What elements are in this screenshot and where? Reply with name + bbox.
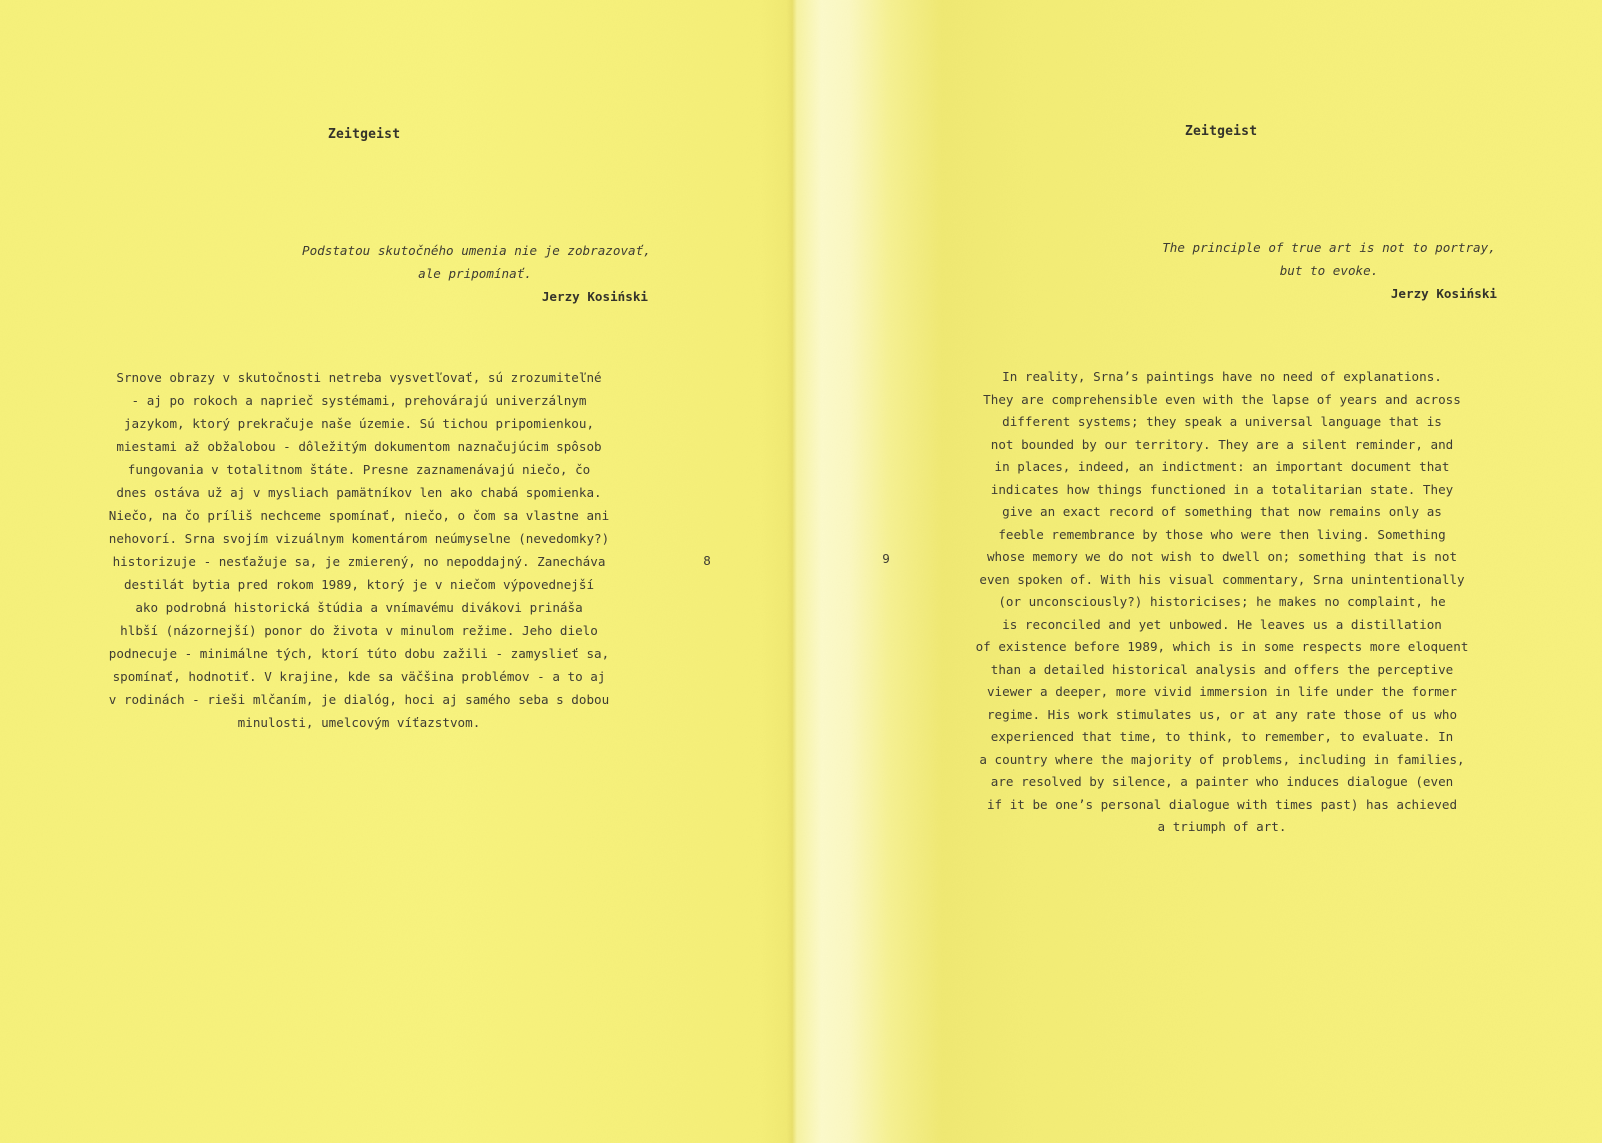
text-line: viewer a deeper, more vivid immersion in life under the former xyxy=(986,684,1458,699)
text-line: ale pripomínať. xyxy=(418,266,532,281)
text-line: not bounded by our territory. They are a silent reminder, and xyxy=(990,436,1454,452)
text-line: spomínať, hodnotiť. V krajine, kde sa väčšina problémov - a to aj xyxy=(112,669,606,684)
text-line: - aj po rokoch a naprieč systémami, prehovárajú univerzálnym xyxy=(131,393,587,408)
page-right xyxy=(793,0,1602,1143)
page-number-right: 9 xyxy=(882,551,890,566)
epigraph-attribution-right: Jerzy Kosiński xyxy=(1390,286,1497,301)
text-line: Srnove obrazy v skutočnosti netreba vysvetľovať, sú zrozumiteľné xyxy=(116,370,602,385)
text-line: whose memory we do not wish to dwell on; something that is not xyxy=(986,549,1458,564)
epigraph-left xyxy=(302,239,651,308)
text-line: fungovania v totalitnom štáte. Presne zaznamenávajú niečo, čo xyxy=(127,462,591,477)
text-line: dnes ostáva už aj v mysliach pamätníkov len ako chabá spomienka. xyxy=(116,485,602,500)
epigraph-quote-right xyxy=(1161,236,1497,282)
text-line: In reality, Srna’s paintings have no need of explanations. xyxy=(1002,369,1442,384)
text-line: They are comprehensible even with the lapse of years and across xyxy=(983,391,1461,407)
text-line: experienced that time, to think, to remember, to evaluate. In xyxy=(990,729,1454,744)
text-line: minulosti, umelcovým víťazstvom. xyxy=(237,715,481,730)
text-line: in places, indeed, an indictment: an important document that xyxy=(994,459,1450,474)
text-line: historizuje - nesťažuje sa, je zmierený, no nepoddajný. Zanecháva xyxy=(112,554,606,569)
running-head-left: Zeitgeist xyxy=(328,127,401,142)
text-line: are resolved by silence, a painter who induces dialogue (even xyxy=(990,774,1454,789)
text-line: (or unconsciously?) historicises; he makes no complaint, he xyxy=(998,594,1446,609)
text-line: destilát bytia pred rokom 1989, ktorý je v niečom výpovednejší xyxy=(123,577,595,592)
page-left xyxy=(0,0,793,1143)
text-line: The principle of true art is not to portray, xyxy=(1162,240,1496,255)
text-line: miestami až obžalobou - dôležitým dokumentom naznačujúcim spôsob xyxy=(116,439,602,454)
page-number-left: 8 xyxy=(703,553,711,568)
text-line: nehovorí. Srna svojím vizuálnym komentárom neúmyselne (nevedomky?) xyxy=(108,531,610,546)
text-line: a country where the majority of problems, including in families, xyxy=(979,751,1465,767)
text-line: Podstatou skutočného umenia nie je zobrazovať, xyxy=(302,243,651,258)
text-line: but to evoke. xyxy=(1279,263,1379,278)
epigraph-right xyxy=(1161,236,1497,305)
text-line: v rodinách - rieši mlčaním, je dialóg, hoci aj samého seba s dobou xyxy=(108,692,610,707)
text-line: regime. His work stimulates us, or at any rate those of us who xyxy=(986,706,1458,722)
text-line: if it be one’s personal dialogue with times past) has achieved xyxy=(986,796,1458,812)
text-line: jazykom, ktorý prekračuje naše územie. Sú tichou pripomienkou, xyxy=(123,416,595,431)
text-line: is reconciled and yet unbowed. He leaves us a distillation xyxy=(1002,616,1442,632)
text-line: than a detailed historical analysis and offers the perceptive xyxy=(990,661,1454,677)
body-text-left xyxy=(104,366,614,734)
text-line: even spoken of. With his visual commentary, Srna unintentionally xyxy=(979,571,1465,587)
text-line: different systems; they speak a universal language that is xyxy=(1002,414,1442,429)
text-line: podnecuje - minimálne tých, ktorí túto dobu zažili - zamyslieť sa, xyxy=(108,646,610,661)
text-line: a triumph of art. xyxy=(1157,819,1287,834)
body-text-right xyxy=(972,366,1472,839)
text-line: indicates how things functioned in a totalitarian state. They xyxy=(990,481,1454,497)
text-line: give an exact record of something that now remains only as xyxy=(1002,504,1442,519)
running-head-right: Zeitgeist xyxy=(1185,124,1258,139)
text-line: feeble remembrance by those who were then living. Something xyxy=(998,526,1446,542)
text-line: ako podrobná historická štúdia a vnímavému divákovi prináša xyxy=(135,600,583,615)
text-line: hlbší (názornejší) ponor do života v minulom režime. Jeho dielo xyxy=(120,623,598,638)
epigraph-attribution-left: Jerzy Kosiński xyxy=(541,289,648,304)
text-line: Niečo, na čo príliš nechceme spomínať, niečo, o čom sa vlastne ani xyxy=(108,508,610,523)
epigraph-quote-left xyxy=(302,239,651,285)
text-line: of existence before 1989, which is in some respects more eloquent xyxy=(975,639,1469,654)
